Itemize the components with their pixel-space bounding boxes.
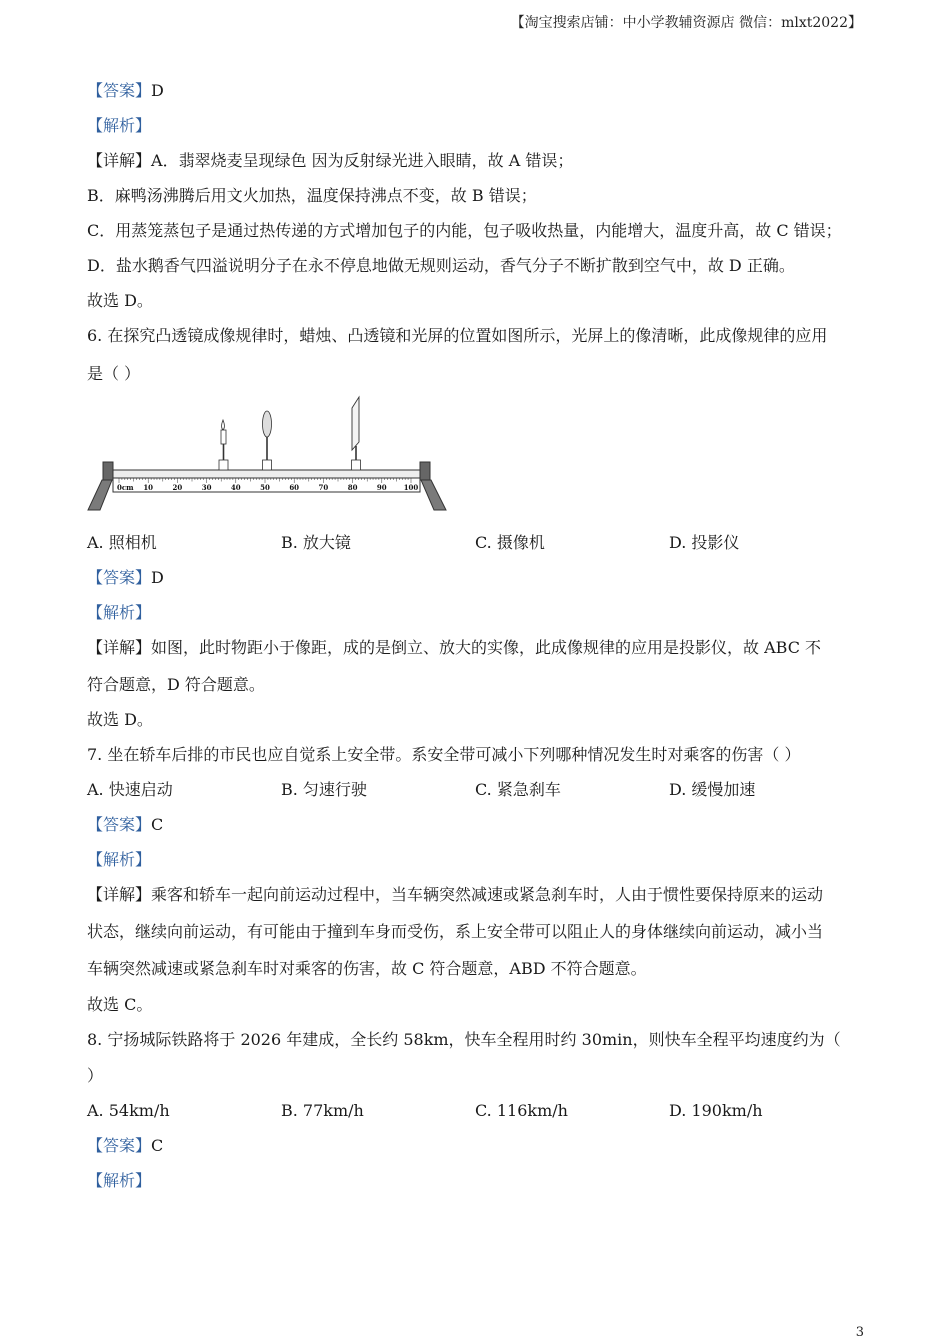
q6-option-c: C. 摄像机 bbox=[475, 533, 545, 552]
scale-label: 100 bbox=[403, 483, 419, 492]
q7-detail-1-text: 乘客和轿车一起向前运动过程中，当车辆突然减速或紧急刹车时，人由于惯性要保持原来的运动 bbox=[151, 885, 824, 904]
q6-conclusion: 故选 D。 bbox=[87, 710, 153, 729]
q8-stem-1: 8. 宁扬城际铁路将于 2026 年建成，全长约 58km，快车全程用时约 30min，则快车全程平均速度约为（ bbox=[87, 1030, 841, 1049]
scale-label: 90 bbox=[376, 483, 387, 492]
answer-tag: 【答案】 bbox=[87, 1136, 152, 1155]
q8-answer: C bbox=[151, 1136, 164, 1155]
q6-answer: D bbox=[151, 568, 164, 587]
answer-tag: 【答案】 bbox=[87, 815, 152, 834]
q8-option-d: D. 190km/h bbox=[669, 1101, 763, 1120]
q7-option-a: A. 快速启动 bbox=[87, 780, 173, 799]
left-leg bbox=[88, 480, 112, 510]
q7-answer: C bbox=[151, 815, 164, 834]
q5-detail-a bbox=[87, 151, 573, 171]
left-post bbox=[103, 462, 113, 480]
scale-label: 60 bbox=[289, 483, 300, 492]
q6-stem-2: 是（ ） bbox=[87, 364, 141, 383]
right-post bbox=[420, 462, 430, 480]
q7-option-b: B. 匀速行驶 bbox=[281, 780, 367, 799]
q8-stem-2: ） bbox=[87, 1066, 104, 1085]
q8-analysis-tag: 【解析】 bbox=[87, 1171, 152, 1190]
scale-label: 40 bbox=[230, 483, 241, 492]
q6-detail-1-text: 如图，此时物距小于像距，成的是倒立、放大的实像，此成像规律的应用是投影仪，故 ABC 不 bbox=[151, 638, 822, 657]
q5-detail-b: B．麻鸭汤沸腾后用文火加热，温度保持沸点不变，故 B 错误； bbox=[87, 186, 537, 205]
scale-label: 20 bbox=[172, 483, 183, 492]
scale-label: 50 bbox=[260, 483, 270, 492]
scale-label: 0cm bbox=[117, 483, 134, 492]
detail-tag: 【详解】 bbox=[87, 151, 152, 170]
q8-option-a: A. 54km/h bbox=[87, 1101, 170, 1120]
q5-conclusion: 故选 D。 bbox=[87, 291, 153, 310]
q6-answer-line bbox=[87, 568, 164, 588]
q5-detail-c: C．用蒸笼蒸包子是通过热传递的方式增加包子的内能，包子吸收热量，内能增大，温度升高，故 C 错误； bbox=[87, 221, 842, 240]
page-number: 3 bbox=[855, 1325, 864, 1340]
optical-bench-figure bbox=[86, 394, 448, 514]
q7-detail-2: 状态，继续向前运动，有可能由于撞到车身而受伤，系上安全带可以阻止人的身体继续向前运动，减小当 bbox=[87, 922, 824, 941]
scale-label: 80 bbox=[347, 483, 358, 492]
q5-answer-line bbox=[87, 81, 164, 101]
q7-stem: 7. 坐在轿车后排的市民也应自觉系上安全带。系安全带可减小下列哪种情况发生时对乘客的伤害（ ） bbox=[87, 745, 801, 764]
detail-tag: 【详解】 bbox=[87, 885, 152, 904]
q6-analysis-tag: 【解析】 bbox=[87, 603, 152, 622]
q6-option-d: D. 投影仪 bbox=[669, 533, 740, 552]
candle bbox=[219, 420, 228, 470]
q8-answer-line bbox=[87, 1136, 163, 1156]
q6-option-b: B. 放大镜 bbox=[281, 533, 351, 552]
right-leg bbox=[421, 480, 446, 510]
q5-analysis-tag: 【解析】 bbox=[87, 116, 152, 135]
q7-option-d: D. 缓慢加速 bbox=[669, 780, 756, 799]
detail-tag: 【详解】 bbox=[87, 638, 152, 657]
q7-detail-1 bbox=[87, 885, 823, 905]
q6-option-a: A. 照相机 bbox=[87, 533, 157, 552]
q6-detail-1 bbox=[87, 638, 821, 658]
q7-detail-3: 车辆突然减速或紧急刹车时对乘客的伤害，故 C 符合题意，ABD 不符合题意。 bbox=[87, 959, 647, 978]
q7-analysis-tag: 【解析】 bbox=[87, 850, 152, 869]
scale-label: 70 bbox=[318, 483, 329, 492]
q7-conclusion: 故选 C。 bbox=[87, 995, 153, 1014]
page-header: 【淘宝搜索店铺：中小学教辅资源店 微信：mlxt2022】 bbox=[510, 15, 862, 31]
q7-answer-line bbox=[87, 815, 163, 835]
q6-detail-2: 符合题意，D 符合题意。 bbox=[87, 675, 265, 694]
answer-tag: 【答案】 bbox=[87, 81, 152, 100]
q5-answer: D bbox=[151, 81, 164, 100]
light-screen bbox=[352, 397, 361, 470]
bench-rail bbox=[113, 470, 420, 478]
q7-option-c: C. 紧急刹车 bbox=[475, 780, 561, 799]
q6-stem-1: 6. 在探究凸透镜成像规律时，蜡烛、凸透镜和光屏的位置如图所示，光屏上的像清晰，此成像规律的应用 bbox=[87, 326, 828, 345]
convex-lens bbox=[263, 411, 272, 470]
scale-label: 10 bbox=[143, 483, 154, 492]
q5-detail-a-text: A．翡翠烧麦呈现绿色 因为反射绿光进入眼睛，故 A 错误； bbox=[151, 151, 574, 170]
scale-label: 30 bbox=[201, 483, 212, 492]
q5-detail-d: D．盐水鹅香气四溢说明分子在永不停息地做无规则运动，香气分子不断扩散到空气中，故 D 正确。 bbox=[87, 256, 795, 275]
q8-option-c: C. 116km/h bbox=[475, 1101, 568, 1120]
answer-tag: 【答案】 bbox=[87, 568, 152, 587]
q8-option-b: B. 77km/h bbox=[281, 1101, 364, 1120]
